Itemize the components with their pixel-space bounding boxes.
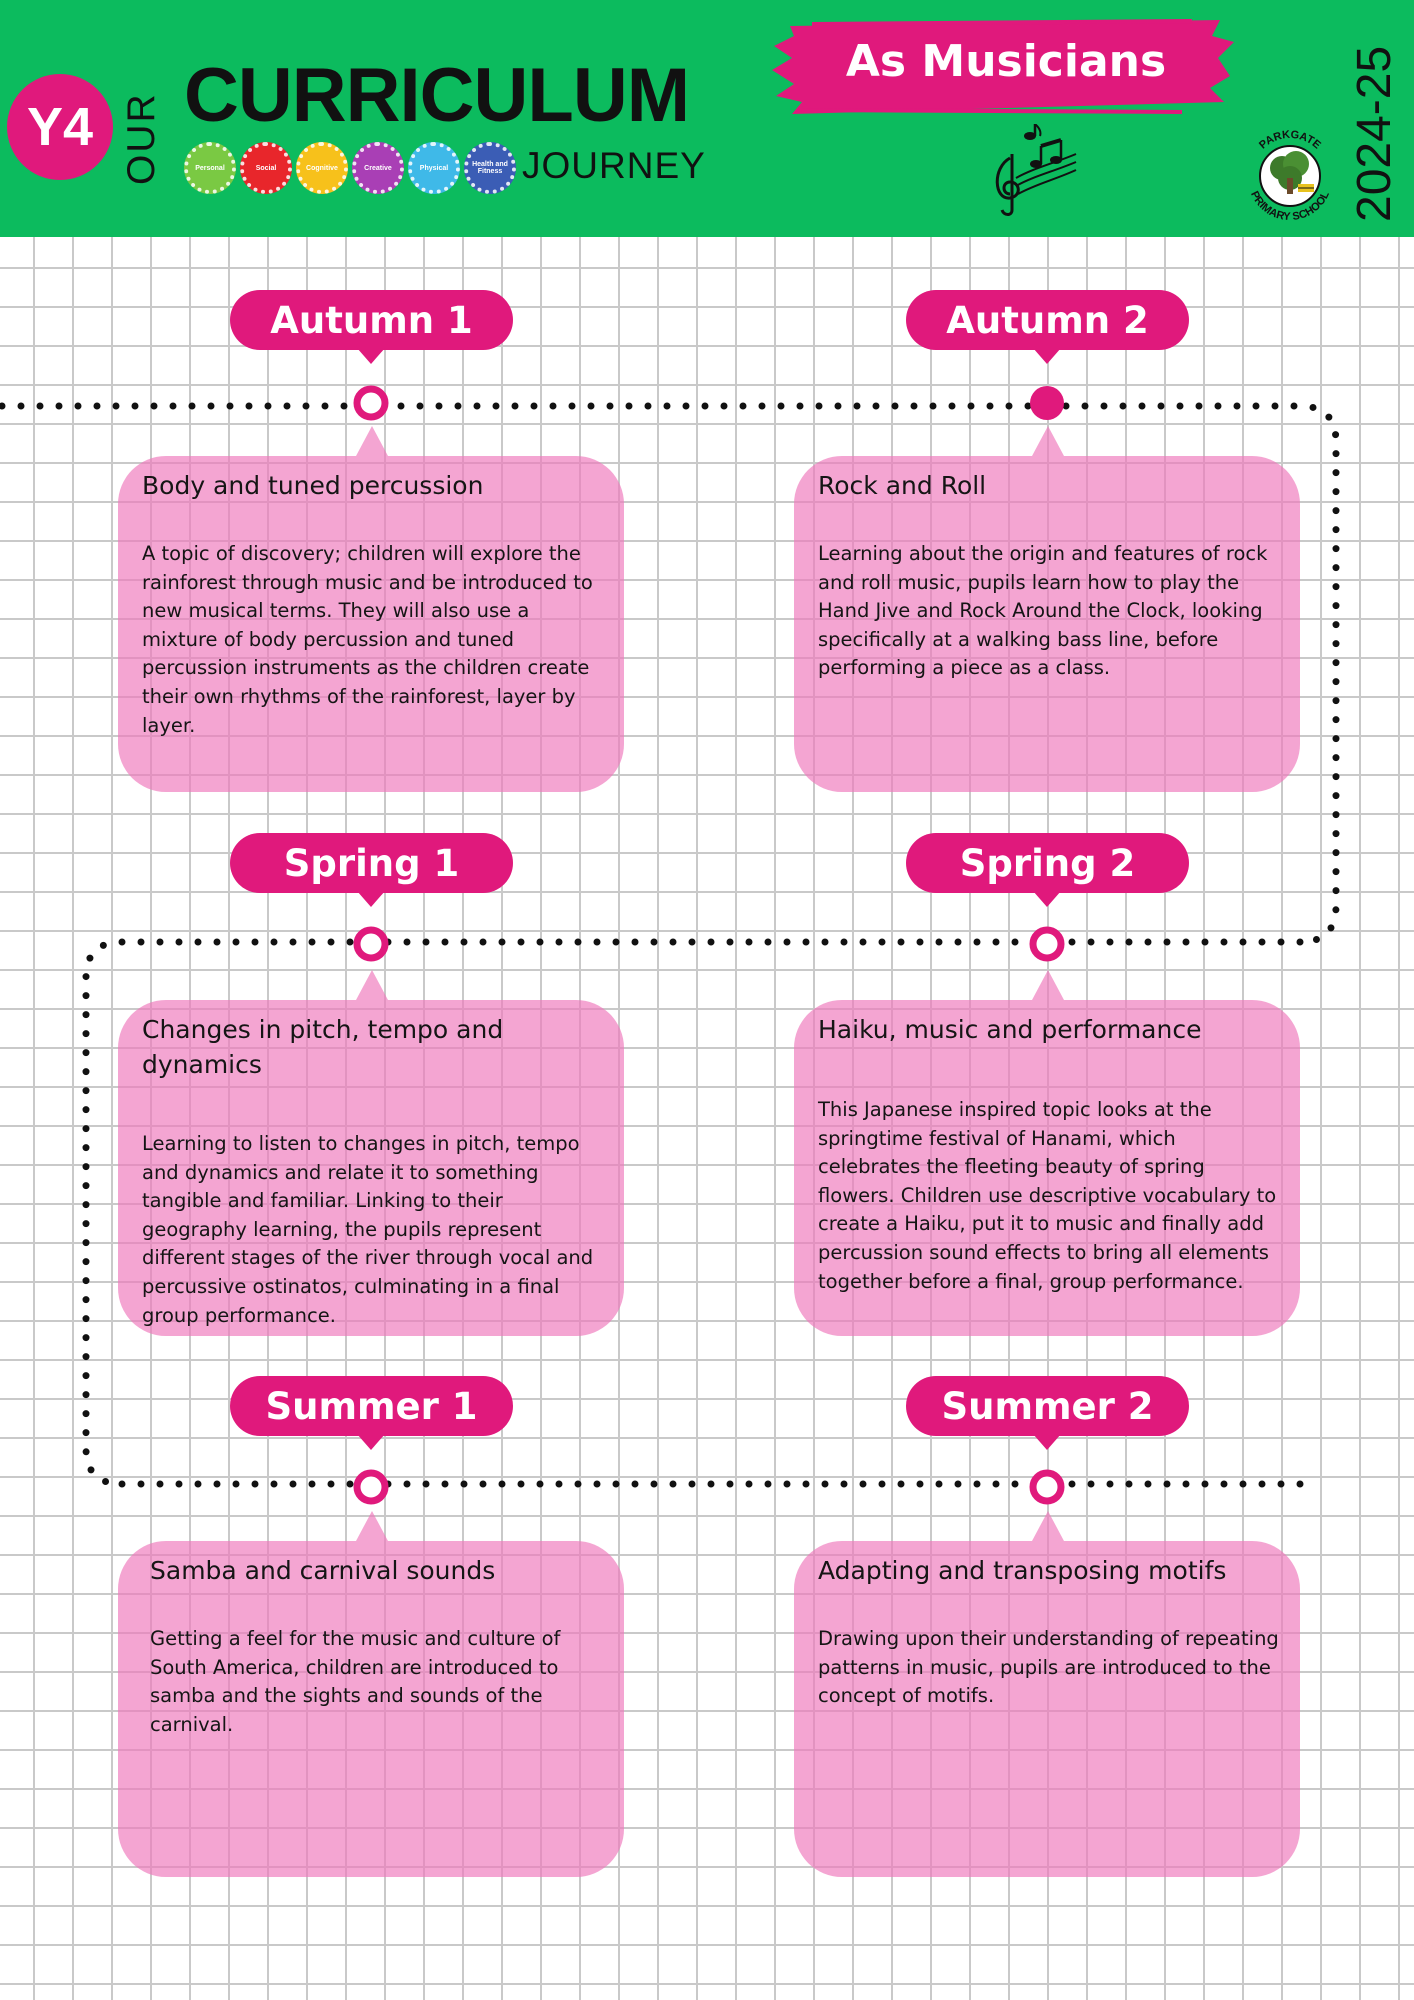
school-name-top: PARKGATE bbox=[1256, 128, 1323, 152]
topic-description: Learning to listen to changes in pitch, tempo and dynamics and relate it to something tangible and familiar. Linking to their geography learning, the pupils represent different stages of the river through vocal and percussive ostinatos, culminating in a final group performance. bbox=[142, 1132, 594, 1327]
topic-title: Rock and Roll bbox=[818, 471, 987, 500]
term-label-text: Summer 1 bbox=[265, 1384, 478, 1428]
timeline-node-summer-1 bbox=[357, 1473, 385, 1501]
timeline-node-autumn-2 bbox=[1030, 386, 1064, 420]
term-label-autumn-2 bbox=[906, 290, 1189, 350]
timeline-node-spring-1 bbox=[357, 930, 385, 958]
academic-year: 2024-25 bbox=[1348, 45, 1401, 222]
topic-description: This Japanese inspired topic looks at the springtime festival of Hanami, which celebrates the fleeting beauty of spring flowers. Children use descriptive vocabulary to create a Haiku, put it to music and finally add percussion sound effects to bring all elements together before a final, group performance. bbox=[818, 1098, 1277, 1293]
term-label-text: Spring 1 bbox=[283, 841, 460, 885]
gear-label: Health and Fitness bbox=[472, 161, 508, 175]
gear-label: Social bbox=[255, 164, 277, 172]
topic-card-spring-1 bbox=[118, 1000, 624, 1336]
topic-description: Getting a feel for the music and culture of South America, children are introduced to samba and the sights and sounds of the carnival. bbox=[150, 1627, 561, 1736]
timeline-node-spring-2 bbox=[1033, 930, 1061, 958]
topic-description: Drawing upon their understanding of repeating patterns in music, pupils are introduced to the concept of motifs. bbox=[818, 1627, 1279, 1708]
topic-title: Body and tuned percussion bbox=[142, 471, 484, 500]
topic-card-summer-1 bbox=[118, 1541, 624, 1877]
year-badge-label: Y4 bbox=[26, 97, 94, 157]
topic-card-spring-2 bbox=[794, 1000, 1300, 1336]
topic-description: A topic of discovery; children will explore the rainforest through music and be introduced to new musical terms. They will also use a mixture of body percussion and tuned percussion instruments as the children create their own rhythms of the rainforest, layer by layer. bbox=[142, 542, 593, 737]
school-name-bottom: PRIMARY SCHOOL bbox=[1248, 189, 1332, 224]
topic-title: Adapting and transposing motifs bbox=[818, 1556, 1227, 1585]
gear-label: Cognitive bbox=[306, 164, 338, 172]
topic-title: Samba and carnival sounds bbox=[150, 1556, 496, 1585]
journey-label: JOURNEY bbox=[522, 145, 706, 186]
topic-title: Haiku, music and performance bbox=[818, 1015, 1202, 1044]
gear-label: Physical bbox=[419, 164, 449, 172]
term-label-spring-2 bbox=[906, 833, 1189, 893]
timeline-node-summer-2 bbox=[1033, 1473, 1061, 1501]
term-label-autumn-1 bbox=[230, 290, 513, 350]
our-label: OUR bbox=[120, 92, 163, 185]
subject-title: As Musicians bbox=[845, 36, 1167, 87]
term-label-spring-1 bbox=[230, 833, 513, 893]
topic-description: Learning about the origin and features of rock and roll music, pupils learn how to play the Hand Jive and Rock Around the Clock, looking specifically at a walking bass line, before performing a piece as a class. bbox=[818, 542, 1268, 680]
topic-card-autumn-1 bbox=[118, 456, 624, 792]
topic-card-summer-2 bbox=[794, 1541, 1300, 1877]
topic-card-autumn-2 bbox=[794, 456, 1300, 792]
curriculum-title: CURRICULUM bbox=[184, 53, 690, 138]
timeline-node-autumn-1 bbox=[357, 389, 385, 417]
topic-title: Changes in pitch, tempo and dynamics bbox=[142, 1015, 504, 1079]
term-label-text: Summer 2 bbox=[941, 1384, 1154, 1428]
term-label-text: Autumn 1 bbox=[270, 298, 473, 342]
term-label-summer-2 bbox=[906, 1376, 1189, 1436]
gear-label: Personal bbox=[195, 164, 225, 172]
term-label-text: Autumn 2 bbox=[946, 298, 1149, 342]
term-label-summer-1 bbox=[230, 1376, 513, 1436]
gear-label: Creative bbox=[364, 164, 392, 172]
term-label-text: Spring 2 bbox=[959, 841, 1136, 885]
